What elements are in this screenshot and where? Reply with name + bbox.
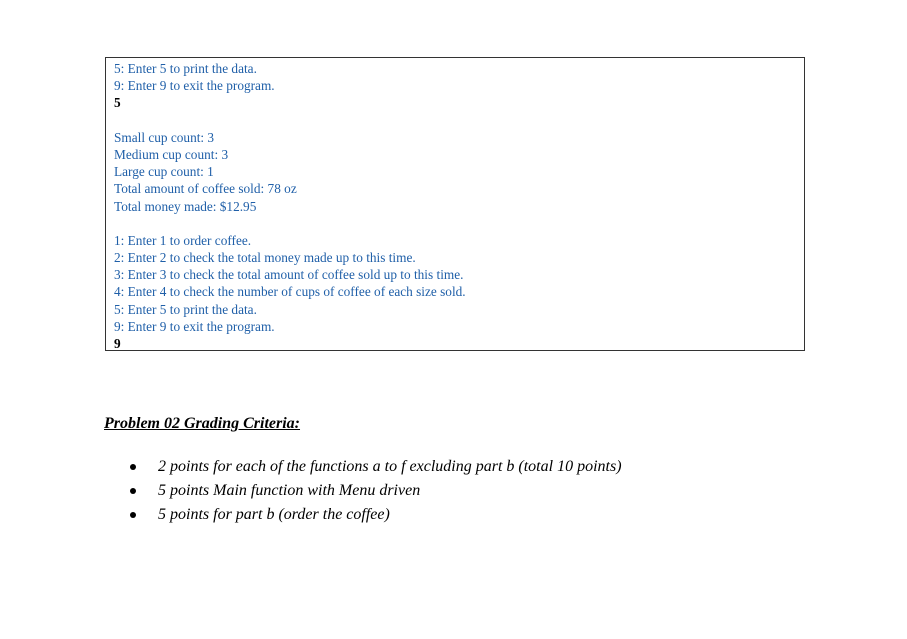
console-blank-line xyxy=(114,112,804,129)
bullet-icon xyxy=(130,512,136,518)
grading-criteria-text: 2 points for each of the functions a to f excluding part b (total 10 points) xyxy=(158,458,622,475)
console-output-line: 9: Enter 9 to exit the program. xyxy=(114,318,275,334)
console-output-line: Total money made: $12.95 xyxy=(114,198,257,214)
console-output-line: 9: Enter 9 to exit the program. xyxy=(114,78,275,94)
console-output-box xyxy=(105,57,805,351)
console-output-line: Total amount of coffee sold: 78 oz xyxy=(114,181,297,197)
grading-criteria-item xyxy=(130,479,622,503)
console-output-line: Small cup count: 3 xyxy=(114,129,215,145)
console-output-line: 4: Enter 4 to check the number of cups of coffee of each size sold. xyxy=(114,284,466,300)
console-output-line: Large cup count: 1 xyxy=(114,164,214,180)
console-output-line: Medium cup count: 3 xyxy=(114,146,229,162)
console-output-line: 2: Enter 2 to check the total money made up to this time. xyxy=(114,250,416,266)
grading-criteria-text: 5 points for part b (order the coffee) xyxy=(158,506,390,523)
console-output-line: 3: Enter 3 to check the total amount of coffee sold up to this time. xyxy=(114,267,464,283)
grading-criteria-text: 5 points Main function with Menu driven xyxy=(158,482,421,499)
console-blank-line xyxy=(114,215,804,232)
grading-criteria-item xyxy=(130,455,622,479)
console-output-line: 5: Enter 5 to print the data. xyxy=(114,301,257,317)
bullet-icon xyxy=(130,464,136,470)
grading-criteria-heading: Problem 02 Grading Criteria: xyxy=(104,415,301,432)
console-output-line: 1: Enter 1 to order coffee. xyxy=(114,232,252,248)
console-output-line: 5: Enter 5 to print the data. xyxy=(114,61,257,76)
grading-criteria-list xyxy=(130,455,622,527)
bullet-icon xyxy=(130,488,136,494)
console-user-input: 5 xyxy=(114,95,121,111)
console-user-input: 9 xyxy=(114,336,121,351)
grading-criteria-item xyxy=(130,503,622,527)
